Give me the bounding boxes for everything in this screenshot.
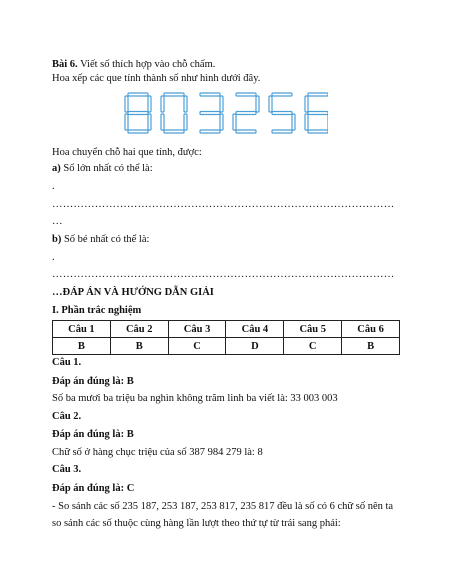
exercise-title [52, 58, 215, 71]
part-a-blank-tail: … [52, 216, 63, 227]
answer-key-header-cell: Câu 2 [110, 321, 168, 338]
section-heading: I. Phần trắc nghiệm [52, 305, 142, 316]
answer-key-value-cell: C [284, 338, 342, 355]
part-b-label: b) [52, 234, 62, 245]
answer-key-value-cell: B [110, 338, 168, 355]
answer-key-value-row [53, 338, 400, 355]
q1-answer: Đáp án đúng là: B [52, 376, 134, 387]
matchstick [200, 112, 220, 115]
q2-title: Câu 2. [52, 411, 82, 422]
matchstick-digits-figure [122, 90, 328, 136]
matchstick [125, 114, 128, 130]
matchstick [308, 93, 328, 96]
exercise-intro: Hoa xếp các que tính thành số như hình dưới đây. [52, 73, 261, 84]
part-b-text: Số bé nhất có thể là: [61, 234, 150, 245]
matchstick [236, 112, 256, 115]
part-b-question [52, 233, 149, 246]
matchstick [128, 112, 148, 115]
answer-key-header-cell: Câu 3 [168, 321, 226, 338]
answers-heading: …ĐÁP ÁN VÀ HƯỚNG DẪN GIẢI [52, 287, 214, 298]
matchstick [164, 130, 184, 133]
matchstick [128, 130, 148, 133]
q3-explanation-line-1: - So sánh các số 235 187, 253 187, 253 817, 235 817 đều là số có 6 chữ số nên ta [52, 501, 394, 512]
answer-key-table [52, 320, 400, 355]
matchstick [200, 93, 220, 96]
matchstick [220, 114, 223, 130]
part-a-text: Số lớn nhất có thể là: [60, 163, 153, 174]
part-b-answer-blank: …………………………………………………………………………………… [52, 269, 395, 280]
matchstick [233, 114, 236, 130]
matchstick [272, 130, 292, 133]
part-a-question [52, 162, 153, 175]
matchstick [128, 93, 148, 96]
answer-key-header-cell: Câu 1 [53, 321, 111, 338]
answer-key-header-cell: Câu 5 [284, 321, 342, 338]
matchstick [292, 114, 295, 130]
answer-key-header-cell: Câu 6 [342, 321, 400, 338]
answer-key-header-row [53, 321, 400, 338]
matchstick [125, 96, 128, 112]
matchstick [200, 130, 220, 133]
matchstick [236, 130, 256, 133]
answer-key-value-cell: B [342, 338, 400, 355]
q1-title: Câu 1. [52, 357, 82, 368]
matchstick [184, 114, 187, 130]
q1-explanation: Số ba mươi ba triệu ba nghìn không trăm linh ba viết là: 33 003 003 [52, 393, 338, 404]
matchstick [256, 96, 259, 112]
exercise-number: Bài 6. [52, 59, 78, 70]
matchstick [184, 96, 187, 112]
matchstick [308, 112, 328, 115]
q3-title: Câu 3. [52, 464, 82, 475]
q3-explanation-line-2: so sánh các số thuộc cùng hàng lần lượt theo thứ tự từ trái sang phải: [52, 518, 341, 529]
matchstick [308, 130, 328, 133]
matchstick [272, 93, 292, 96]
matchstick [305, 96, 308, 112]
answer-key-header-cell: Câu 4 [226, 321, 284, 338]
answer-key-value-cell: B [53, 338, 111, 355]
answer-key-value-cell: D [226, 338, 284, 355]
matchstick [305, 114, 308, 130]
part-a-dot: . [52, 181, 55, 192]
matchstick [161, 114, 164, 130]
matchstick [164, 93, 184, 96]
matchstick [272, 112, 292, 115]
matchstick [236, 93, 256, 96]
matchstick [269, 96, 272, 112]
matchstick [161, 96, 164, 112]
q2-explanation: Chữ số ở hàng chục triệu của số 387 984 279 là: 8 [52, 447, 263, 458]
matchstick [148, 114, 151, 130]
matchstick [220, 96, 223, 112]
q2-answer: Đáp án đúng là: B [52, 429, 134, 440]
matchstick [148, 96, 151, 112]
answer-key-value-cell: C [168, 338, 226, 355]
move-instruction: Hoa chuyển chỗ hai que tính, được: [52, 147, 202, 158]
part-a-answer-blank: …………………………………………………………………………………… [52, 199, 395, 210]
part-b-dot: . [52, 252, 55, 263]
part-a-label: a) [52, 163, 61, 174]
exercise-instruction: Viết số thích hợp vào chỗ chấm. [77, 59, 216, 70]
q3-answer: Đáp án đúng là: C [52, 483, 135, 494]
